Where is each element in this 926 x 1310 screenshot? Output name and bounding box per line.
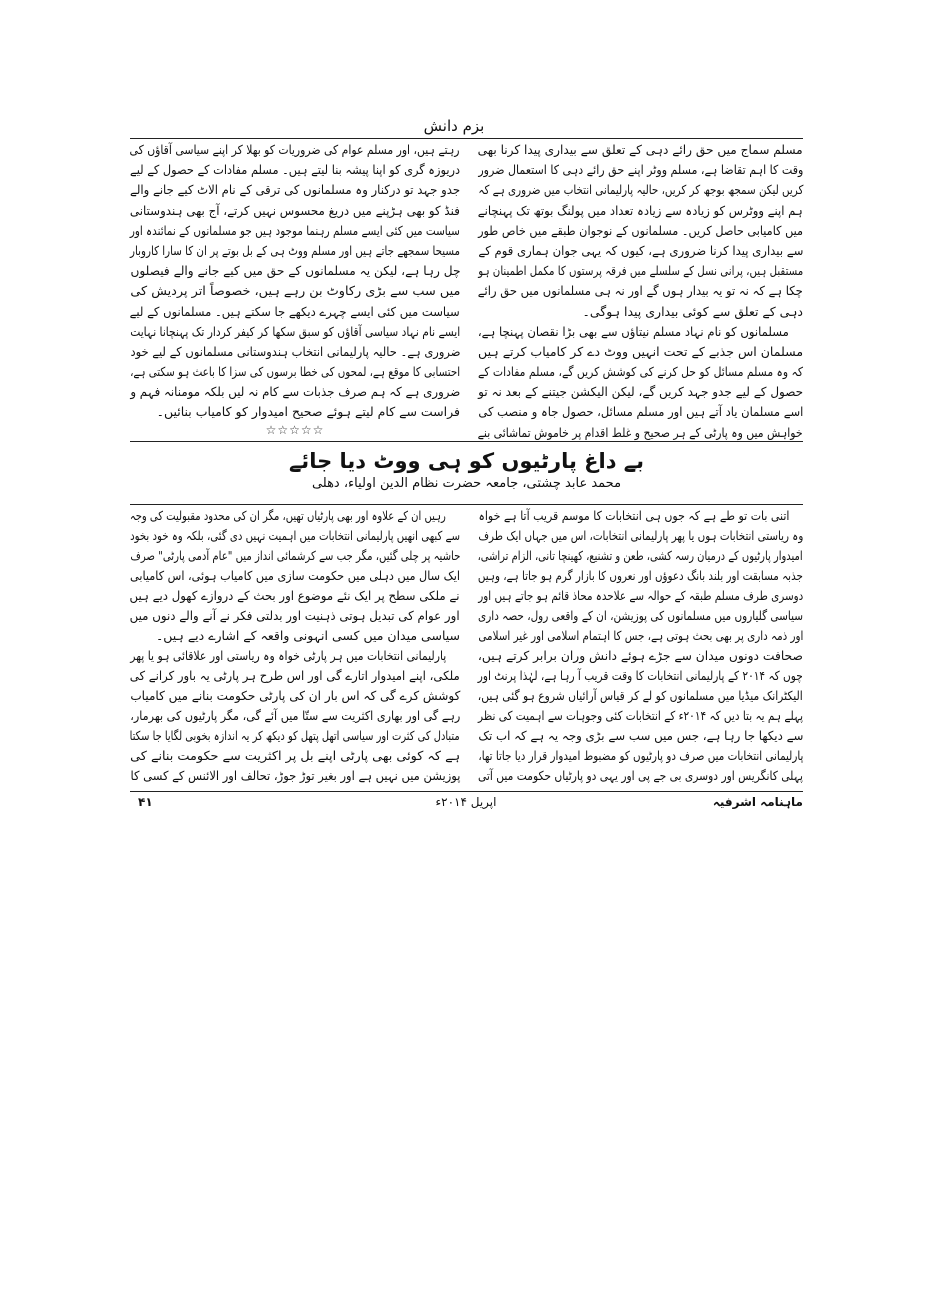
text-line-content: وہ ریاستی انتخابات ہوں یا پھر پارلیمانی انتخابات، اس میں جہاں ایک طرف [478, 528, 803, 543]
text-line [478, 726, 803, 746]
text-line-content: دریوزہ گری کو اپنا پیشہ بنا لیتے ہیں۔ مسلم مفادات کے حصول کے لیے [130, 162, 460, 178]
text-line [478, 281, 803, 301]
text-line [478, 362, 803, 382]
text-line-content: ایک سال میں دہلی میں حکومت سازی میں کامیاب ہوئی، اس کامیابی [130, 568, 460, 583]
text-line [478, 241, 803, 261]
text-line-content: سے کبھی انھیں پارلیمانی انتخابات میں اہمیت نہیں دی گئی، بلکہ وہ خود بخود [130, 528, 460, 543]
text-line-content: سیاسی گلیاروں میں مسلمانوں کی پوزیشن، ان کے واقعی رول، حصہ داری [478, 608, 803, 623]
text-line [130, 362, 460, 382]
text-line [130, 201, 460, 221]
text-line-content: میں کامیابی حاصل کریں۔ مسلمانوں کے نوجوان طبقے میں خاص طور [478, 222, 803, 238]
text-line-content: رہیں ان کے علاوہ اور بھی پارٹیاں تھیں، مگر ان کی محدود مقبولیت کی وجہ [130, 508, 446, 523]
text-line [130, 526, 460, 546]
text-line [130, 606, 460, 626]
text-line [130, 180, 460, 200]
text-line-content: صحافت دونوں میدان سے جڑے ہوئے دانش وران برابر کرتے ہیں، [478, 648, 803, 663]
text-line-content: ملکی، اپنے امیدوار اتارے گی اور اس طرح ہر پارٹی یہ باور کرانے کی [130, 668, 460, 683]
text-line [478, 342, 803, 362]
text-line-content: اسے مسلمان یاد آتے ہیں اور مسلم مسائل، حصول جاہ و منصب کی [478, 404, 803, 420]
text-line-content: ایسے نام نہاد سیاسی آقاؤں کو سبق سکھا کر کیفر کردار تک پہنچانا نہایت [130, 323, 460, 339]
text-line [478, 686, 803, 706]
text-line-content: مسلمانوں کو نام نہاد مسلم نیتاؤں سے بھی بڑا نقصان پہنچا ہے، [478, 323, 789, 339]
text-line-content: اور ذمہ داری پر بھی بحث ہوتی ہے، جس کا اہتمام اسلامی اور غیر اسلامی [478, 628, 803, 643]
text-line-content: مسلمان اس جذبے کے تحت انہیں ووٹ دے کر کامیاب کرتے ہیں [477, 343, 803, 359]
text-line-content: سیاست میں کئی ایسے مسلم رہنما موجود ہیں جو مسلمانوں کے نمائندہ اور [130, 222, 460, 238]
text-line-content: حصول کے لیے جدو جہد کریں گے، لیکن الیکشن جیتنے کے بعد نہ تو [478, 384, 803, 400]
text-line [130, 402, 460, 422]
text-line-content: دوسری طرف مسلم طبقہ کے حوالہ سے علاحدہ محاذ قائم ہو جاتے ہیں اور [478, 588, 803, 603]
byline-rule [130, 504, 803, 505]
text-line-content: خواہش میں وہ پارٹی کے ہر صحیح و غلط اقدام پر خاموش تماشائی بنے [478, 424, 803, 440]
text-line [130, 566, 460, 586]
text-line-content: مسیحا سمجھے جاتے ہیں اور مسلم ووٹ ہی کے بل بوتے پر ان کا سارا کاروبار [130, 242, 460, 258]
text-line-content: پارلیمانی انتخابات میں صرف دو پارٹیوں کو مضبوط امیدوار قرار دیا جاتا تھا، [478, 748, 803, 763]
text-line-content: ہے کہ کوئی بھی پارٹی اپنے بل پر اکثریت سے حکومت بنانے کی [130, 748, 460, 763]
text-line [130, 666, 460, 686]
text-line [478, 402, 803, 422]
text-line [478, 746, 803, 766]
article-left-column [130, 506, 460, 786]
text-line-content: پہلی کانگریس اور دوسری بی جے پی اور یہی دو پارٹیاں حکومت میں آتی [478, 768, 803, 783]
text-line [478, 566, 803, 586]
text-line [478, 666, 803, 686]
text-line-content: نے ملکی سطح پر ایک نئے موضوع اور بحث کے دروازے کھول دیے ہیں [130, 588, 460, 603]
text-line [478, 302, 803, 322]
text-line [478, 766, 803, 786]
article-byline: محمد عابد چشتی، جامعہ حضرت نظام الدین اولیاء، دھلی [311, 476, 622, 491]
top-left-column [130, 140, 460, 423]
text-line [130, 342, 460, 362]
text-line [478, 606, 803, 626]
text-line [130, 706, 460, 726]
text-line [130, 261, 460, 281]
end-mark-stars: ☆☆☆☆☆ [265, 423, 325, 437]
text-line [478, 706, 803, 726]
text-line-content: اور عوام کی تبدیل ہوتی ذہنیت اور بدلتی فکر نے آنے والے دنوں میں [130, 608, 460, 623]
text-line-content: چکا ہے کہ نہ تو یہ بیدار ہوں گے اور نہ ہی مسلمانوں میں حق رائے [478, 283, 803, 299]
text-line [478, 506, 803, 526]
text-line-content: پارلیمانی انتخابات میں ہر پارٹی خواہ وہ ریاستی اور علاقائی ہو یا پھر [130, 648, 446, 663]
text-line-content: وقت کا اہم تقاضا ہے، مسلم ووٹر اپنے حق رائے دہی کا استعمال ضرور [478, 162, 803, 178]
text-line-content: حاشیہ پر چلی گئیں، مگر جب سے کرشمائی انداز میں "عام آدمی پارٹی" صرف [130, 548, 460, 563]
text-line [130, 281, 460, 301]
text-line-content: ہم اپنے ووٹرس کو زیادہ سے زیادہ تعداد میں پولنگ بوتھ تک پہنچانے [478, 202, 803, 218]
text-line-content: ضروری ہے۔ حالیہ پارلیمانی انتخاب ہندوستانی مسلمانوں کے لیے خود [130, 343, 460, 359]
text-line [130, 322, 460, 342]
text-line [478, 586, 803, 606]
text-line [130, 586, 460, 606]
text-line [478, 626, 803, 646]
text-line [130, 746, 460, 766]
text-line-content: احتسابی کا موقع ہے، لمحوں کی خطا برسوں کی سزا کا باعث ہو سکتی ہے، [130, 364, 460, 380]
text-line [478, 261, 803, 281]
text-line [478, 546, 803, 566]
text-line [130, 221, 460, 241]
text-line [478, 423, 803, 443]
footer-page-number: ۴۱ [138, 795, 153, 809]
text-line-content: سیاست میں کئی ایسے چہرے دیکھے جا سکتے ہیں۔ مسلمانوں کے لیے [130, 303, 460, 319]
text-line-content: اتنی بات تو طے ہے کہ جوں ہی انتخابات کا موسم قریب آتا ہے خواہ [478, 508, 789, 523]
text-line [478, 526, 803, 546]
text-line [478, 221, 803, 241]
text-line-content: چل رہا ہے، لیکن یہ مسلمانوں کے حق میں کیے جانے والے فیصلوں [130, 263, 460, 279]
text-line [478, 180, 803, 200]
text-line-content: رہتے ہیں، اور مسلم عوام کی ضروریات کو بھلا کر اپنے سیاسی آقاؤں کی [130, 142, 460, 157]
text-line-content: کوشش کرے گی کہ اس بار ان کی پارٹی حکومت بنانے میں کامیاب [130, 688, 460, 703]
text-line [130, 160, 460, 180]
text-line [130, 302, 460, 322]
text-line-content: مستقبل ہیں، پرانی نسل کے سلسلے میں فرقہ پرستوں کا مکمل اطمینان ہو [478, 263, 803, 279]
text-line-content: جذبہ مسابقت اور بلند بانگ دعوؤں اور نعروں کا بازار گرم ہو جاتا ہے، وہیں [478, 568, 803, 583]
text-line [130, 646, 460, 666]
footer-issue-date: اپریل ۲۰۱۴ء [435, 795, 497, 809]
text-line-content: رہے گی اور بھاری اکثریت سے ستّا میں آئے گی، مگر پارٹیوں کی بھرمار، [130, 708, 460, 723]
section-divider [130, 441, 803, 442]
text-line-content: فراست سے کام لیتے ہوئے صحیح امیدوار کو کامیاب بنائیں۔ [156, 404, 460, 420]
top-right-column [478, 140, 803, 443]
text-line [130, 140, 460, 160]
article-right-column [478, 506, 803, 786]
text-line-content: سے بیداری پیدا کرنا ضروری ہے، کیوں کہ یہی جوان ہماری قوم کے [478, 242, 803, 258]
text-line [130, 241, 460, 261]
text-line-content: پوزیشن میں نہیں ہے اور بغیر توڑ جوڑ، تحالف اور الائنس کے کسی کا [130, 768, 460, 783]
text-line [478, 201, 803, 221]
text-line-content: امیدوار پارٹیوں کے درمیان رسہ کشی، طعن و تشنیع، کھینچا تانی، الزام تراشی، [478, 548, 803, 563]
footer-magazine-name: ماہنامہ اشرفیہ [712, 795, 803, 809]
text-line [130, 506, 460, 526]
text-line [478, 140, 803, 160]
text-line-content: متبادل کی کثرت اور سیاسی اتھل پتھل کو دیکھ کر یہ اندازہ بخوبی لگایا جا سکتا [130, 728, 460, 743]
text-line [130, 766, 460, 786]
text-line [130, 626, 460, 646]
text-line-content: مسلم سماج میں حق رائے دہی کے تعلق سے بیداری پیدا کرنا بھی [478, 142, 803, 157]
text-line-content: الیکٹرانک میڈیا میں مسلمانوں کو لے کر قیاس آرائیاں شروع ہو گئی ہیں، [478, 688, 803, 703]
text-line-content: چوں کہ ۲۰۱۴ کے پارلیمانی انتخابات کا وقت قریب آ رہا ہے، لہٰذا پرنٹ اور [478, 668, 803, 683]
text-line-content: کریں لیکن سمجھ بوجھ کر کریں، حالیہ پارلیمانی انتخاب میں ضروری ہے کہ [478, 182, 803, 198]
text-line [130, 686, 460, 706]
text-line-content: سیاسی میدان میں کسی انہونی واقعہ کے اشارے دیے ہیں۔ [155, 628, 460, 643]
text-line [130, 726, 460, 746]
text-line [478, 322, 803, 342]
text-line-content: میں سب سے بڑی رکاوٹ بن رہے ہیں، خصوصاً اتر پردیش کی [130, 283, 460, 299]
text-line [478, 160, 803, 180]
text-line [478, 646, 803, 666]
footer-rule [130, 791, 803, 792]
text-line-content: کہ وہ مسلم مسائل کو حل کرنے کی کوشش کریں گے، مسلم مفادات کے [478, 364, 803, 380]
section-header: بزم دانش [423, 117, 485, 135]
text-line [130, 546, 460, 566]
text-line [130, 382, 460, 402]
article-title: بے داغ پارٹیوں کو ہی ووٹ دیا جائے [289, 449, 644, 473]
text-line-content: فنڈ کو بھی ہڑپنے میں دریغ محسوس نہیں کرتے، آج بھی ہندوستانی [130, 202, 460, 218]
text-line-content: دہی کے تعلق سے کوئی بیداری پیدا ہوگی۔ [582, 303, 803, 319]
text-line-content: پہلے ہم یہ بتا دیں کہ ۲۰۱۴ء کے انتخابات کئی وجوہات سے اہمیت کی نظر [478, 708, 803, 723]
text-line-content: ضروری ہے کہ ہم صرف جذبات سے کام نہ لیں بلکہ مومنانہ فہم و [130, 384, 460, 400]
header-rule [130, 138, 803, 139]
text-line-content: سے دیکھا جا رہا ہے، جس میں سب سے بڑی وجہ یہ ہے کہ اب تک [478, 728, 803, 743]
text-line [478, 382, 803, 402]
text-line-content: جدو جہد تو درکنار وہ مسلمانوں کی ترقی کے نام الاٹ کیے جانے والے [130, 182, 460, 198]
